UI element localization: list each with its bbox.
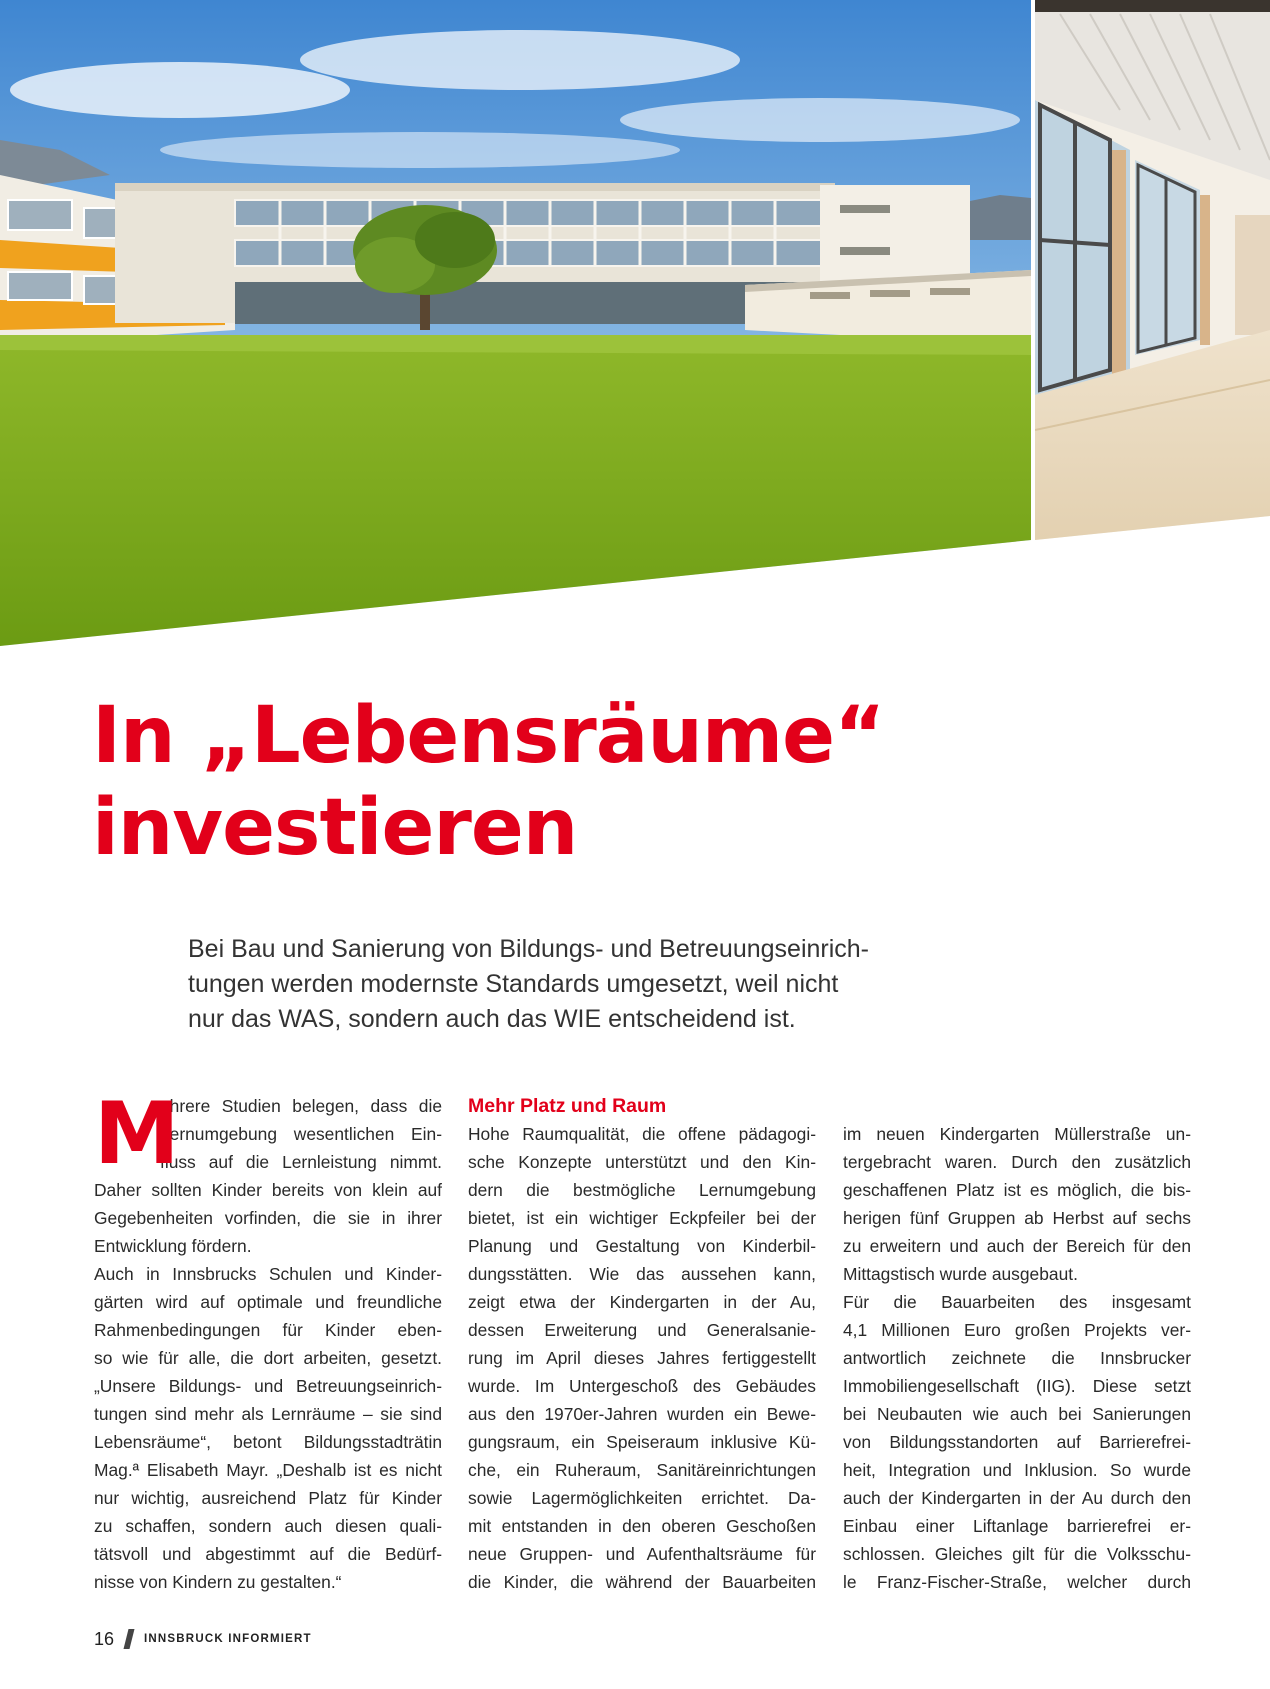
- separator-slash: [124, 1629, 135, 1649]
- text-line: sowie Lagermöglichkeiten errichtet. Da-: [468, 1488, 816, 1508]
- text-line: 4,1 Millionen Euro großen Projekts ver-: [843, 1320, 1191, 1340]
- text-line: tätsvoll und abgestimmt auf die Bedürf-: [94, 1544, 442, 1564]
- text-line: bei Neubauten wie auch bei Sanierungen: [843, 1404, 1191, 1424]
- text-line: Lebensräume“, betont Bildungsstadträtin: [94, 1432, 442, 1452]
- text-line: zu erweitern und auch der Bereich für den: [843, 1236, 1191, 1256]
- text-line: Entwicklung fördern.: [94, 1236, 252, 1256]
- lead-line: nur das WAS, sondern auch das WIE entscheidend ist.: [188, 1005, 796, 1033]
- headline-line-1: In „Lebensräume“: [92, 691, 885, 781]
- text-line: heit, Integration und Inklusion. So wurde: [843, 1460, 1191, 1480]
- text-line: Hohe Raumqualität, die offene pädagogi-: [468, 1124, 816, 1144]
- page-footer: [94, 1624, 312, 1654]
- text-line: „Unsere Bildungs- und Betreuungseinrich-: [94, 1376, 442, 1396]
- text-line: antwortlich zeichnete die Innsbrucker: [843, 1348, 1191, 1368]
- text-line: nur wichtig, ausreichend Platz für Kinder: [94, 1488, 442, 1508]
- text-line: le Franz-Fischer-Straße, welcher durch: [843, 1572, 1191, 1592]
- lead-line: Bei Bau und Sanierung von Bildungs- und Betreuungseinrich-: [188, 935, 870, 963]
- text-line: che, ein Ruheraum, Sanitäreinrichtungen: [468, 1460, 816, 1480]
- text-line: herigen fünf Gruppen ab Herbst auf sechs: [843, 1208, 1191, 1228]
- text-line: Für die Bauarbeiten des insgesamt: [843, 1292, 1191, 1312]
- headline: [92, 690, 992, 874]
- text-line: zeigt etwa der Kindergarten in der Au,: [468, 1292, 816, 1312]
- text-line: Mag.ª Elisabeth Mayr. „Deshalb ist es nicht: [94, 1460, 442, 1480]
- text-line: Lernumgebung wesentlichen Ein-: [160, 1124, 442, 1144]
- text-line: neue Gruppen- und Aufenthaltsräume für: [468, 1544, 816, 1564]
- text-line: tergebracht waren. Durch den zusätzlich: [843, 1152, 1191, 1172]
- text-line: zu schaffen, sondern auch diesen quali-: [94, 1516, 442, 1536]
- dropcap-block: [94, 1084, 442, 1184]
- text-line: wurde. Im Untergeschoß des Gebäudes: [468, 1376, 816, 1396]
- text-line: aus den 1970er-Jahren wurden ein Bewe-: [468, 1404, 816, 1424]
- text-line: von Bildungsstandorten auf Barrierefrei-: [843, 1432, 1191, 1452]
- text-line: Einbau einer Liftanlage barrierefrei er-: [843, 1516, 1191, 1536]
- text-line: bietet, ist ein wichtiger Eckpfeiler bei der: [468, 1208, 816, 1228]
- body-column-2: [468, 1092, 816, 1596]
- text-line: Daher sollten Kinder bereits von klein auf: [94, 1180, 442, 1200]
- dropcap: M: [94, 1084, 180, 1184]
- text-line: dern die bestmögliche Lernumgebung: [468, 1180, 816, 1200]
- subheading: Mehr Platz und Raum: [468, 1095, 667, 1117]
- text-line: gungsraum, ein Speiseraum inklusive Kü-: [468, 1432, 816, 1452]
- hero-images: [0, 0, 1270, 660]
- text-line: Gegebenheiten vorfinden, die sie in ihrer: [94, 1208, 442, 1228]
- hero-svg: [0, 0, 1270, 660]
- text-line: im neuen Kindergarten Müllerstraße un-: [843, 1124, 1191, 1144]
- text-line: Auch in Innsbrucks Schulen und Kinder-: [94, 1264, 442, 1284]
- text-line: schlossen. Gleiches gilt für die Volksschu-: [843, 1544, 1191, 1564]
- text-line: Mittagstisch wurde ausgebaut.: [843, 1264, 1078, 1284]
- lead-paragraph: [188, 932, 888, 1037]
- text-line: rung im April dieses Jahres fertiggestellt: [468, 1348, 816, 1368]
- school-courtyard-photo: [0, 0, 1031, 660]
- text-line: so wie für alle, die dort arbeiten, gesetzt.: [94, 1348, 442, 1368]
- page-number: 16: [94, 1628, 115, 1649]
- publication-name: INNSBRUCK INFORMIERT: [144, 1633, 312, 1645]
- text-line: dungsstätten. Wie das aussehen kann,: [468, 1264, 816, 1284]
- text-line: auch der Kindergarten in der Au durch den: [843, 1488, 1191, 1508]
- body-column-1: [94, 1084, 442, 1596]
- text-line: Immobiliengesellschaft (IIG). Diese setzt: [843, 1376, 1191, 1396]
- text-line: mit entstanden in den oberen Geschoßen: [468, 1516, 816, 1536]
- text-line: gärten wird auf optimale und freundliche: [94, 1292, 442, 1312]
- text-line: Rahmenbedingungen für Kinder eben-: [94, 1320, 442, 1340]
- text-line: tungen sind mehr als Lernräume – sie sind: [94, 1404, 442, 1424]
- text-line: ehrere Studien belegen, dass die: [160, 1096, 442, 1116]
- text-line: geschaffenen Platz ist es möglich, die bis-: [843, 1180, 1191, 1200]
- lead-line: tungen werden modernste Standards umgesetzt, weil nicht: [188, 970, 839, 998]
- text-line: dessen Erweiterung und Generalsanie-: [468, 1320, 816, 1340]
- text-line: fluss auf die Lernleistung nimmt.: [160, 1152, 442, 1172]
- text-line: die Kinder, die während der Bauarbeiten: [468, 1572, 816, 1592]
- text-line: nisse von Kindern zu gestalten.“: [94, 1572, 342, 1592]
- body-column-3: [843, 1120, 1191, 1596]
- text-line: Planung und Gestaltung von Kinderbil-: [468, 1236, 816, 1256]
- headline-line-2: investieren: [92, 783, 578, 873]
- interior-gym-photo: [1035, 0, 1270, 560]
- text-line: sche Konzepte unterstützt und den Kin-: [468, 1152, 816, 1172]
